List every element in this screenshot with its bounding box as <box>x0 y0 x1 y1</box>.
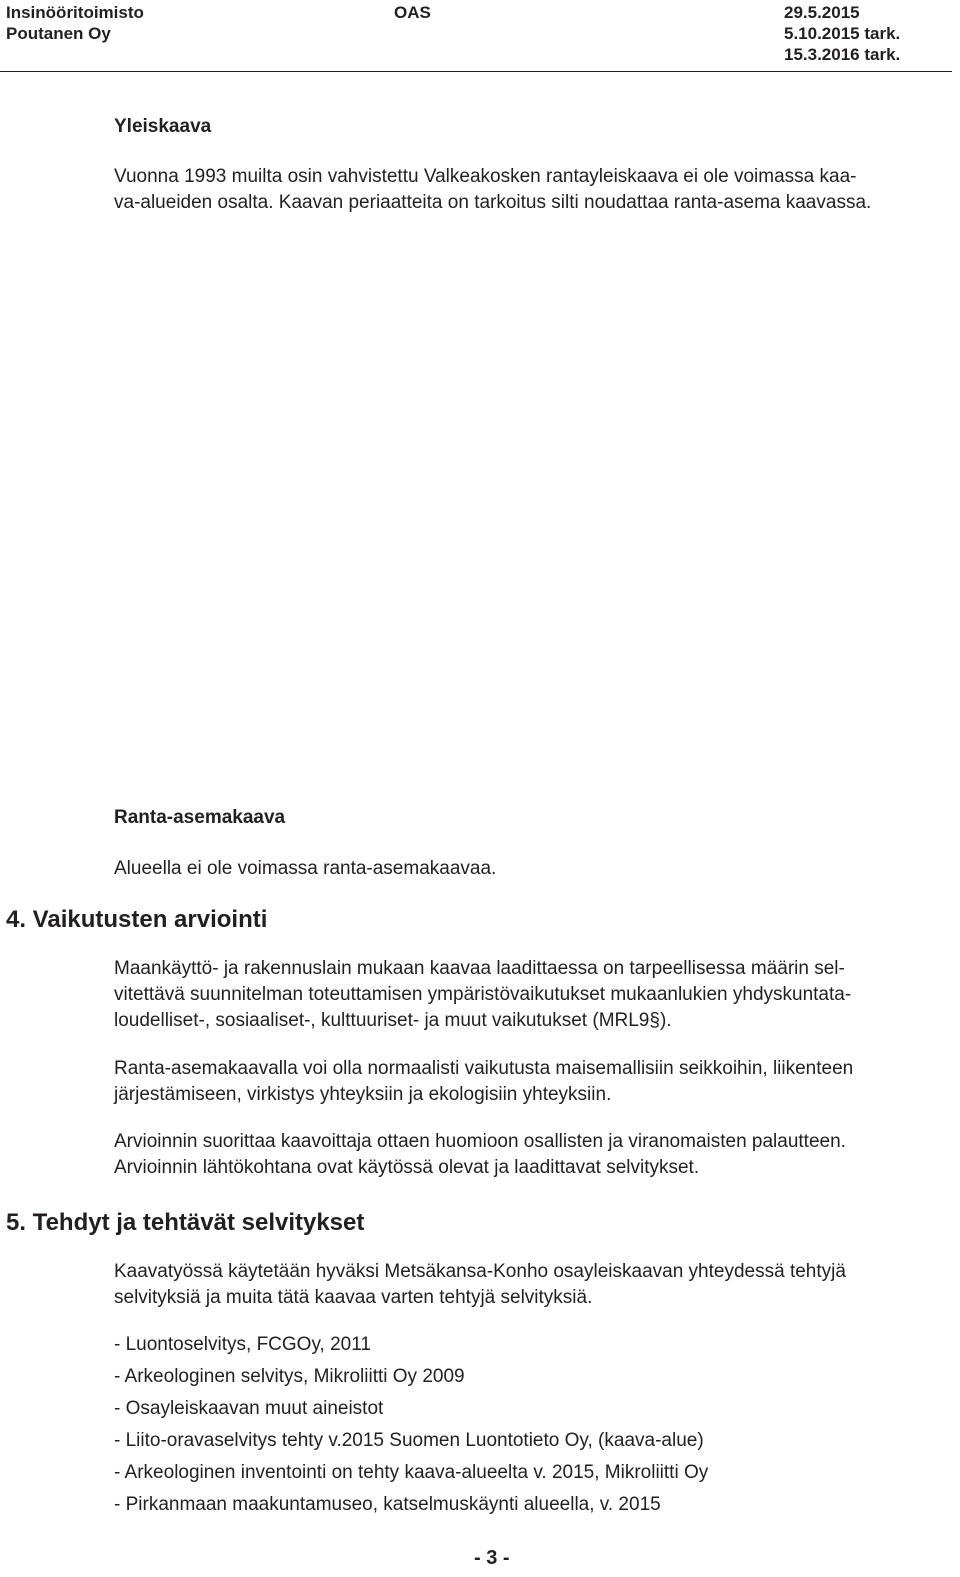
header-dates <box>784 2 900 65</box>
header-doc-type <box>394 2 431 23</box>
paragraph-line: Arvioinnin lähtökohtana ovat käytössä olevat ja laadittavat selvitykset. <box>114 1157 700 1178</box>
paragraph-line: vitettävä suunnitelman toteuttamisen ympäristövaikutukset mukaanlukien yhdyskuntata- <box>114 984 852 1005</box>
paragraph-line: va-alueiden osalta. Kaavan periaatteita on tarkoitus silti noudattaa ranta-asema kaavassa. <box>114 192 872 213</box>
section-4-paragraph-1 <box>114 956 956 1034</box>
paragraph-line: Alueella ei ole voimassa ranta-asemakaavaa. <box>114 858 497 879</box>
company-name-line2: Poutanen Oy <box>6 24 111 43</box>
date-revision-1: 5.10.2015 tark. <box>784 24 901 43</box>
list-item: - Pirkanmaan maakuntamuseo, katselmuskäynti alueella, v. 2015 <box>114 1494 661 1515</box>
header-company <box>6 2 144 44</box>
list-item: - Osayleiskaavan muut aineistot <box>114 1398 384 1419</box>
header-divider <box>0 71 952 72</box>
date-revision-2: 15.3.2016 tark. <box>784 45 901 64</box>
paragraph-line: järjestämiseen, virkistys yhteyksiin ja ekologisiin yhteyksiin. <box>114 1084 612 1105</box>
paragraph-line: Vuonna 1993 muilta osin vahvistettu Valkeakosken rantayleiskaava ei ole voimassa kaa- <box>114 166 857 187</box>
paragraph-line: Ranta-asemakaavalla voi olla normaalisti vaikutusta maisemallisiin seikkoihin, liikenteen <box>114 1058 854 1079</box>
company-name-line1: Insinööritoimisto <box>6 3 144 22</box>
doc-type-label: OAS <box>394 3 431 22</box>
yleiskaava-paragraph <box>114 164 956 216</box>
list-item: - Arkeologinen selvitys, Mikroliitti Oy 2009 <box>114 1366 465 1387</box>
list-item: - Liito-oravaselvitys tehty v.2015 Suomen Luontotieto Oy, (kaava-alue) <box>114 1430 704 1451</box>
surveys-list <box>114 1332 708 1524</box>
list-item: - Arkeologinen inventointi on tehty kaava-alueelta v. 2015, Mikroliitti Oy <box>114 1462 709 1483</box>
paragraph-line: loudelliset-, sosiaaliset-, kulttuuriset- ja muut vaikutukset (MRL9§). <box>114 1010 672 1031</box>
paragraph-line: Arvioinnin suorittaa kaavoittaja ottaen huomioon osallisten ja viranomaisten palautteen. <box>114 1131 846 1152</box>
paragraph-line: Kaavatyössä käytetään hyväksi Metsäkansa-Konho osayleiskaavan yhteydessä tehtyjä <box>114 1261 846 1282</box>
paragraph-line: Maankäyttö- ja rakennuslain mukaan kaavaa laadittaessa on tarpeellisessa määrin sel- <box>114 958 845 979</box>
page-number: - 3 - <box>474 1547 510 1569</box>
ranta-asemakaava-paragraph <box>114 856 956 882</box>
yleiskaava-heading: Yleiskaava <box>114 116 212 137</box>
section-4-paragraph-2 <box>114 1056 956 1108</box>
paragraph-line: selvityksiä ja muita tätä kaavaa varten tehtyjä selvityksiä. <box>114 1287 593 1308</box>
ranta-asemakaava-heading: Ranta-asemakaava <box>114 807 286 828</box>
section-5-intro <box>114 1259 956 1311</box>
list-item: - Luontoselvitys, FCGOy, 2011 <box>114 1334 371 1355</box>
date-original: 29.5.2015 <box>784 3 860 22</box>
section-4-paragraph-3 <box>114 1129 956 1181</box>
section-5-heading: 5. Tehdyt ja tehtävät selvitykset <box>6 1209 365 1236</box>
section-4-heading: 4. Vaikutusten arviointi <box>6 906 268 933</box>
